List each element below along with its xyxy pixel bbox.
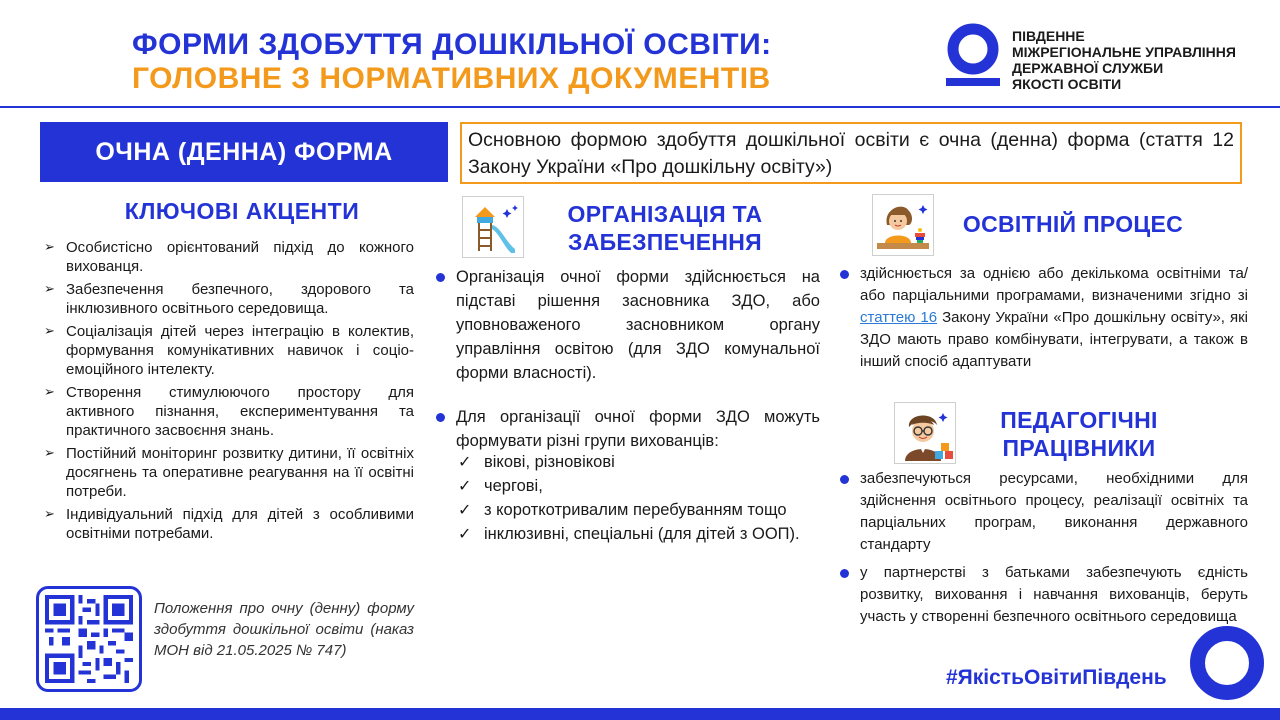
playground-slide-icon	[462, 196, 524, 258]
ring-logo-icon	[1190, 626, 1264, 700]
list-item: забезпечуються ресурсами, необхідними для здійснення освітнього процесу, реалізації освітніх та парціальних програм, виконання державного стандарту	[840, 468, 1248, 556]
page-title-line2: ГОЛОВНЕ З НОРМАТИВНИХ ДОКУМЕНТІВ	[132, 62, 771, 95]
staff-list	[840, 468, 1248, 628]
organization-heading-line: ЗАБЕЗПЕЧЕННЯ	[567, 229, 763, 255]
bottom-bar	[0, 708, 1280, 720]
qr-code-icon[interactable]	[36, 586, 142, 692]
org-name-line: МІЖРЕГІОНАЛЬНЕ УПРАВЛІННЯ	[1012, 44, 1236, 60]
groups-list	[456, 450, 820, 546]
key-accents-list	[44, 238, 414, 547]
list-item: у партнерстві з батьками забезпечують єдність розвитку, виховання і навчання вихованців, беруть участь у створенні безпечного освітнього середовища	[840, 562, 1248, 628]
process-list	[840, 263, 1248, 373]
organization-list	[436, 265, 820, 453]
process-text: здійснюється за однією або декількома освітніми та/або парціальними програмами, визначеними згідно зі	[860, 265, 1248, 304]
intro-box: Основною формою здобуття дошкільної освіти є очна (денна) форма (стаття 12 Закону України «Про дошкільну освіту»)	[460, 122, 1242, 184]
org-name-line: ПІВДЕННЕ	[1012, 28, 1085, 44]
organization-heading-line: ОРГАНІЗАЦІЯ ТА	[567, 201, 763, 227]
logo-icon	[944, 22, 1002, 88]
list-item: ➢ Створення стимулюючого простору для активного пізнання, експериментування та практичного засвоєння знань.	[44, 383, 414, 440]
list-item: Організація очної форми здійснюється на підставі рішення засновника ЗДО, або уповноваженого засновником органу управління освітою (для ЗДО комунальної форми власності).	[436, 265, 820, 385]
list-item	[840, 263, 1248, 373]
teacher-icon	[894, 402, 956, 464]
org-name-line: ДЕРЖАВНОЇ СЛУЖБИ	[1012, 60, 1164, 76]
header	[0, 0, 1280, 108]
page-title-line1: ФОРМИ ЗДОБУТТЯ ДОШКІЛЬНОЇ ОСВІТИ:	[132, 28, 772, 61]
list-item: Для організації очної форми ЗДО можуть формувати різні групи вихованців:	[436, 405, 820, 453]
qr-caption: Положення про очну (денну) форму здобуття дошкільної освіти (наказ МОН від 21.05.2025 № 747)	[154, 600, 414, 659]
list-item: ➢ Постійний моніторинг розвитку дитини, її освітніх досягнень та оперативне реагування на її освітні потреби.	[44, 444, 414, 501]
hashtag: #ЯкістьОвітиПівдень	[946, 666, 1167, 689]
staff-heading-line: ПРАЦІВНИКИ	[1002, 435, 1156, 461]
org-name	[1012, 28, 1272, 92]
process-text: Закону України «Про дошкільну освіту», які ЗДО мають право комбінувати, інтегрувати, а також в інший спосіб адаптувати	[860, 309, 1248, 370]
list-item: ✓ чергові,	[456, 474, 820, 498]
org-name-line: ЯКОСТІ ОСВІТИ	[1012, 76, 1122, 92]
list-item: ✓ з короткотривалим перебуванням тощо	[456, 498, 820, 522]
child-with-toys-icon	[872, 194, 934, 256]
process-heading: ОСВІТНІЙ ПРОЦЕС	[962, 211, 1184, 237]
staff-heading-line: ПЕДАГОГІЧНІ	[1000, 407, 1158, 433]
list-item: ➢ Індивідуальний підхід для дітей з особливими освітніми потребами.	[44, 505, 414, 543]
organization-heading	[534, 200, 796, 256]
header-divider	[0, 106, 1280, 108]
key-accents-heading: КЛЮЧОВІ АКЦЕНТИ	[124, 198, 360, 224]
list-item: ➢ Соціалізація дітей через інтеграцію в колектив, формування комунікативних навичок і соціо-емоційного інтелекту.	[44, 322, 414, 379]
staff-heading	[976, 406, 1182, 462]
list-item: ✓ інклюзивні, спеціальні (для дітей з ООП).	[456, 522, 820, 546]
list-item: ➢ Особистісно орієнтований підхід до кожного вихованця.	[44, 238, 414, 276]
list-item: ✓ вікові, різновікові	[456, 450, 820, 474]
form-badge: ОЧНА (ДЕННА) ФОРМА	[40, 122, 448, 182]
article-16-link[interactable]: статтею 16	[860, 309, 938, 326]
list-item: ➢ Забезпечення безпечного, здорового та інклюзивного освітнього середовища.	[44, 280, 414, 318]
